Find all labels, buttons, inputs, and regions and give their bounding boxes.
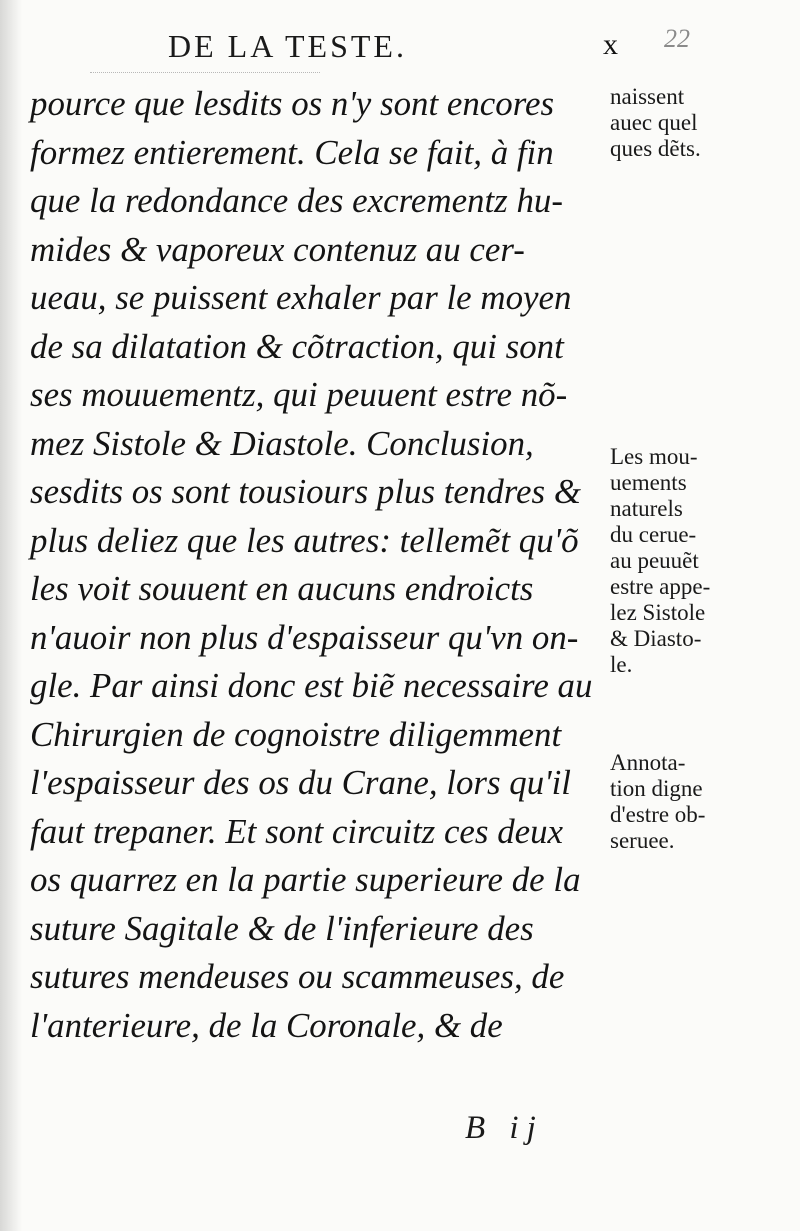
- margin-note-line: Les mou-: [610, 444, 698, 469]
- text-line: sesdits os sont tousiours plus tendres &: [30, 472, 581, 511]
- running-head: [0, 24, 800, 72]
- text-line: que la redondance des excrementz hu-: [30, 181, 563, 220]
- main-text-block: [30, 80, 620, 1050]
- margin-note-annotation: [610, 750, 800, 854]
- text-line: gle. Par ainsi donc est biẽ necessaire au: [30, 666, 593, 705]
- text-line: mides & vaporeux contenuz au cer-: [30, 229, 525, 269]
- handwritten-folio-annotation: 22: [664, 24, 690, 53]
- margin-note-teeth: [610, 84, 800, 162]
- text-line: Chirurgien de cognoistre diligemment: [30, 714, 562, 754]
- margin-note-line: estre appe-: [610, 574, 711, 599]
- margin-note-line: lez Sistole: [610, 600, 706, 625]
- text-line: l'anterieure, de la Coronale, & de: [30, 1005, 503, 1045]
- text-line: os quarrez en la partie superieure de la: [30, 860, 581, 899]
- margin-note-line: Annota-: [610, 750, 686, 775]
- margin-note-line: ques dẽts.: [610, 136, 701, 161]
- text-line: plus deliez que les autres: tellemẽt qu'õ: [30, 520, 579, 560]
- text-line: l'espaisseur des os du Crane, lors qu'il: [30, 763, 571, 802]
- text-line: faut trepaner. Et sont circuitz ces deux: [30, 811, 564, 851]
- margin-note-line: d'estre ob-: [610, 802, 706, 827]
- header-rule: [90, 72, 320, 73]
- text-line: ses mouuementz, qui peuuent estre nõ-: [30, 375, 568, 414]
- text-line: les voit souuent en aucuns endroicts: [30, 569, 534, 608]
- margin-note-line: seruee.: [610, 828, 675, 853]
- text-line: de sa dilatation & cõtraction, qui sont: [30, 326, 564, 366]
- margin-note-line: au peuuẽt: [610, 548, 699, 573]
- text-line: n'auoir non plus d'espaisseur qu'vn on-: [30, 617, 579, 657]
- text-line: mez Sistole & Diastole. Conclusion,: [30, 423, 534, 463]
- text-line: sutures mendeuses ou scammeuses, de: [30, 957, 565, 996]
- text-line: suture Sagitale & de l'inferieure des: [30, 908, 534, 948]
- gutter-shadow: [0, 0, 22, 1231]
- text-line: ueau, se puissent exhaler par le moyen: [30, 278, 572, 317]
- margin-note-line: le.: [610, 652, 633, 677]
- margin-note-line: uements: [610, 470, 687, 495]
- margin-note-movements: [610, 444, 800, 678]
- margin-note-line: tion digne: [610, 776, 703, 801]
- text-line: formez entierement. Cela se fait, à fin: [30, 132, 554, 172]
- signature-mark: B ij: [465, 1110, 544, 1146]
- text-line: pource que lesdits os n'y sont encores: [30, 84, 555, 123]
- page-folio: x: [603, 28, 618, 61]
- margin-note-line: naissent: [610, 84, 685, 109]
- running-head-title: DE LA TESTE.: [168, 28, 407, 64]
- margin-note-line: auec quel: [610, 110, 698, 135]
- margin-note-line: & Diasto-: [610, 626, 702, 651]
- margin-note-line: naturels: [610, 496, 683, 521]
- margin-note-line: du cerue-: [610, 522, 697, 547]
